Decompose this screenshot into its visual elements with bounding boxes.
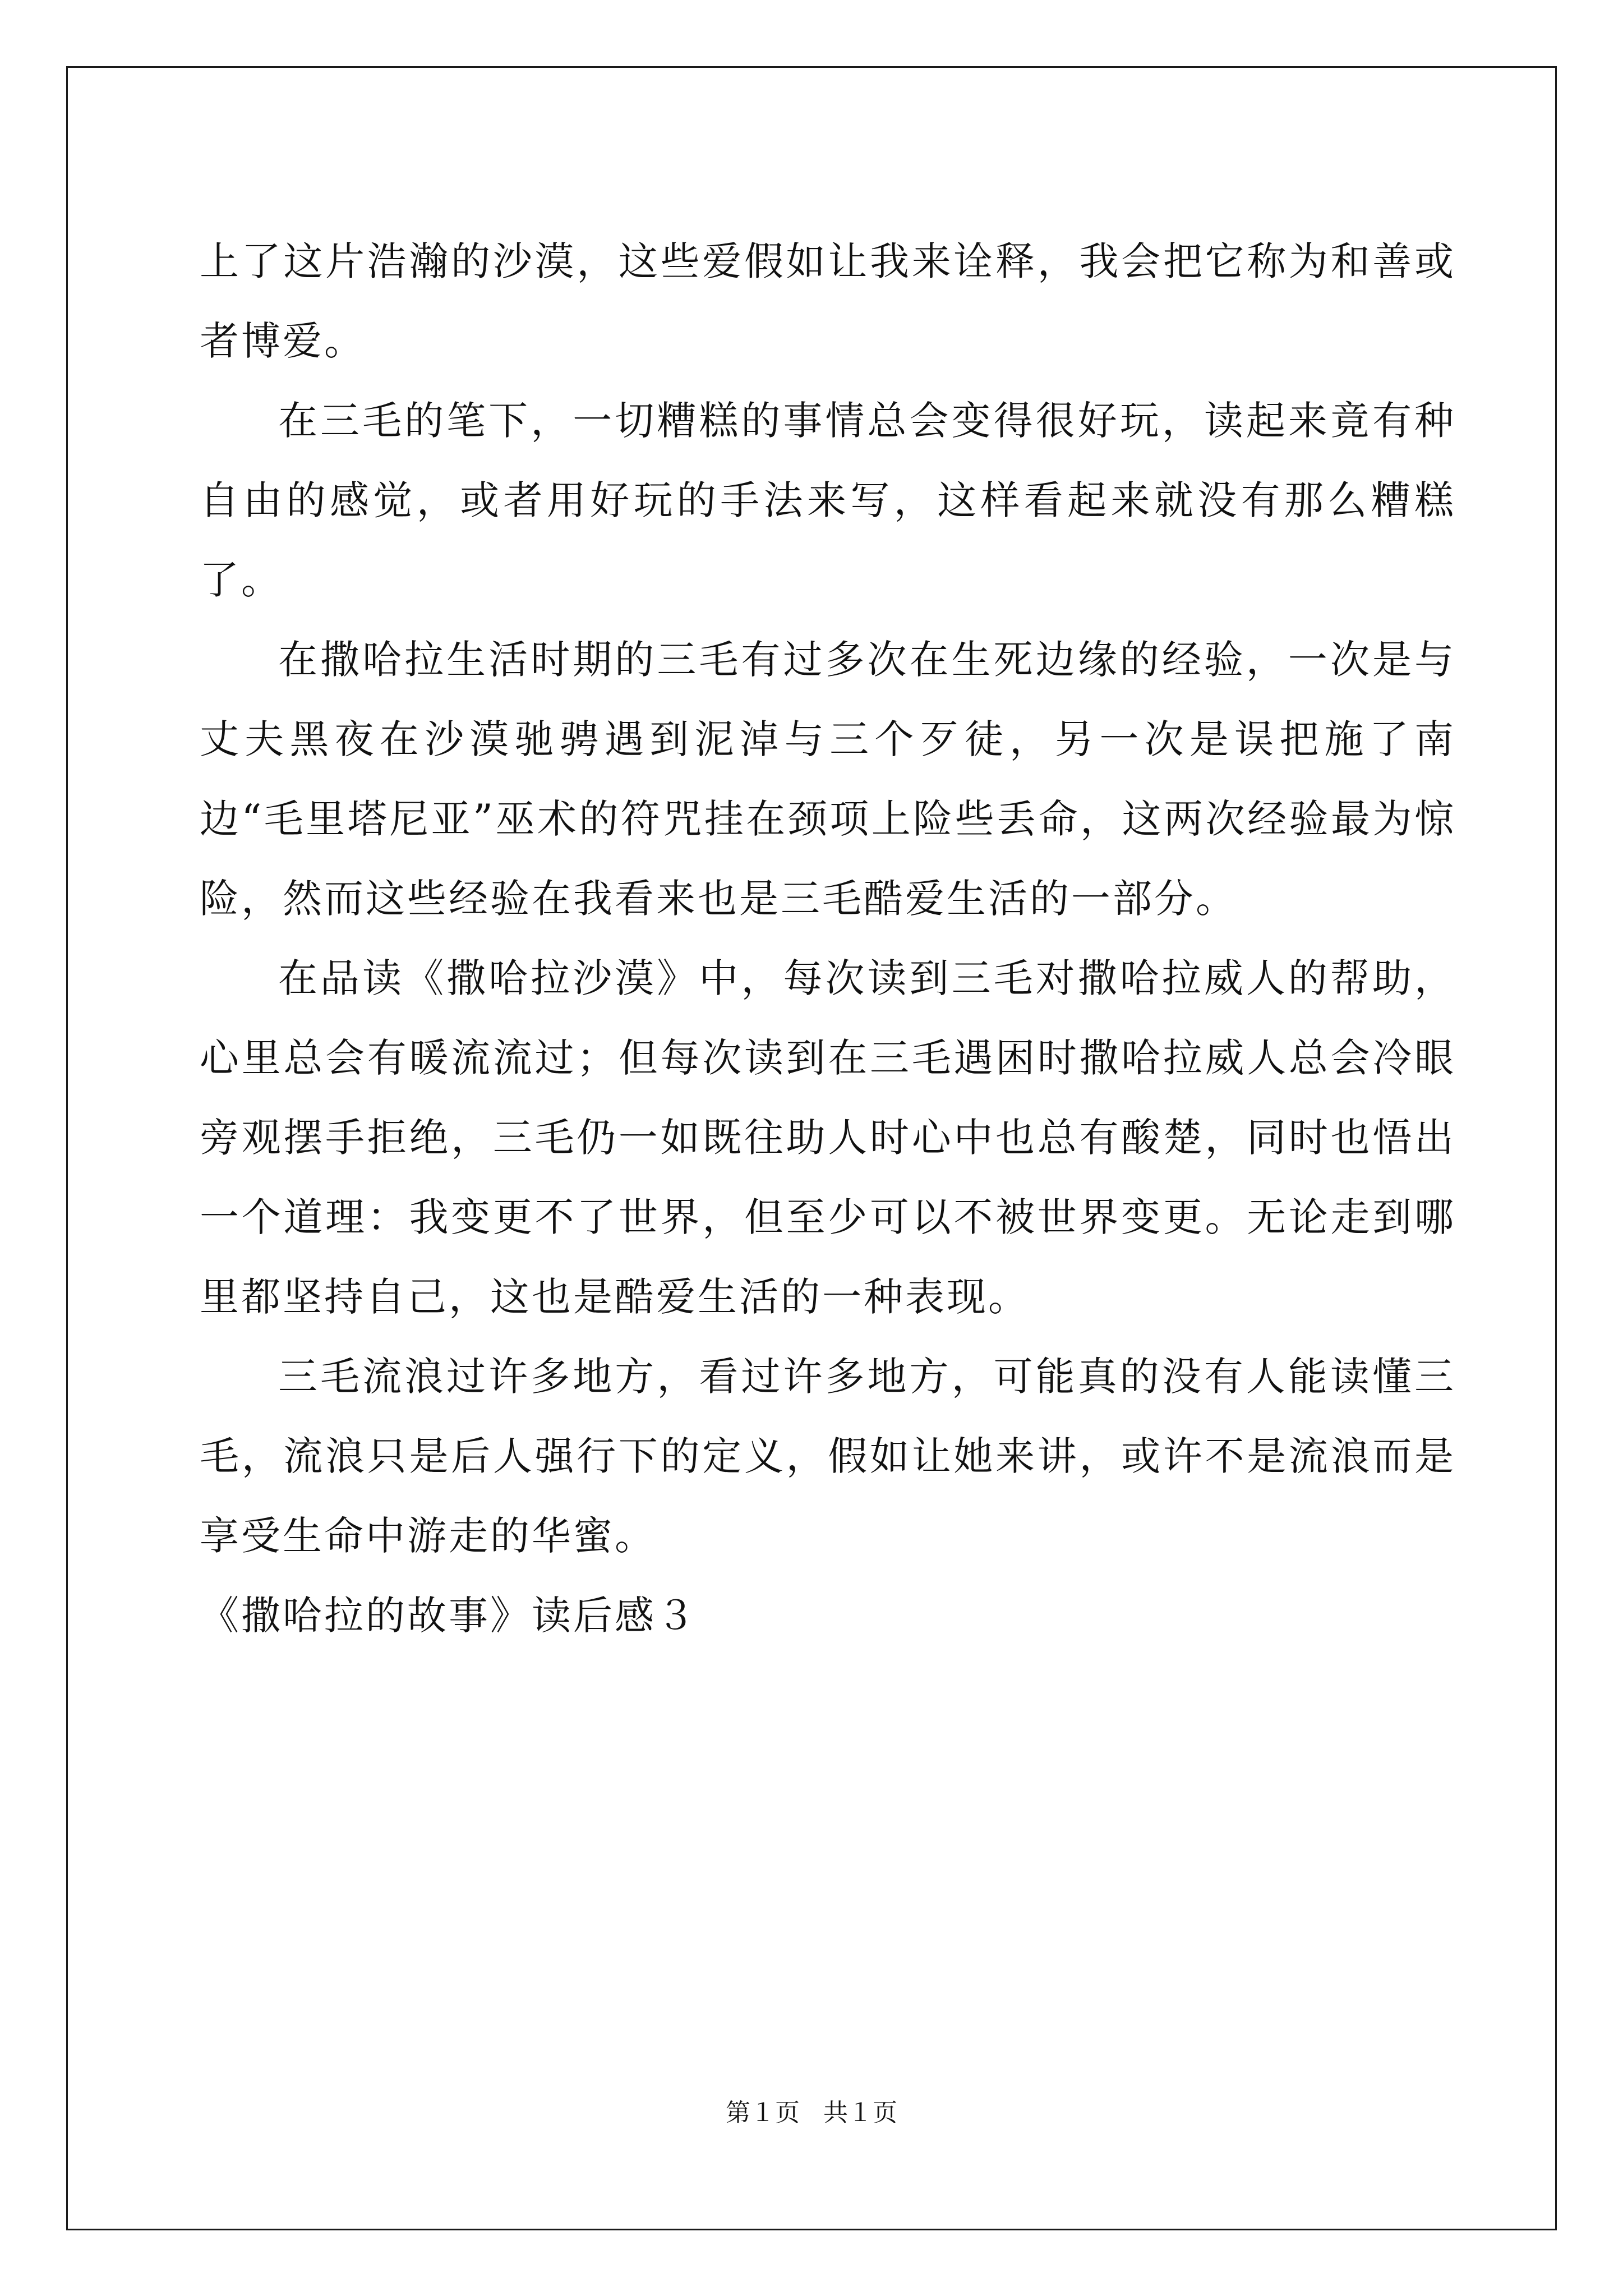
page-total: 共１页 [823, 2099, 897, 2127]
paragraph-3: 在撒哈拉生活时期的三毛有过多次在生死边缘的经验，一次是与丈夫黑夜在沙漠驰骋遇到泥淖与三个歹徒，另一次是误把施了南边“毛里塔尼亚”巫术的符咒挂在颈项上险些丢命，这两次经验最为惊险，然而这些经验在我看来也是三毛酷爱生活的一部分。 [200, 637, 1456, 922]
page-number: 第１页 [726, 2099, 800, 2127]
page-footer [0, 2092, 1623, 2128]
section-heading: 《撒哈拉的故事》读后感３ [200, 1593, 698, 1639]
document-body [200, 222, 1456, 1655]
paragraph-2: 在三毛的笔下，一切糟糕的事情总会变得很好玩，读起来竟有种自由的感觉，或者用好玩的手法来写，这样看起来就没有那么糟糕了。 [200, 398, 1456, 603]
paragraph-5: 三毛流浪过许多地方，看过许多地方，可能真的没有人能读懂三毛，流浪只是后人强行下的定义，假如让她来讲，或许不是流浪而是享受生命中游走的华蜜。 [200, 1354, 1456, 1559]
paragraph-4: 在品读《撒哈拉沙漠》中，每次读到三毛对撒哈拉威人的帮助，心里总会有暖流流过；但每次读到在三毛遇困时撒哈拉威人总会冷眼旁观摆手拒绝，三毛仍一如既往助人时心中也总有酸楚，同时也悟出一个道理：我变更不了世界，但至少可以不被世界变更。无论走到哪里都坚持自己，这也是酷爱生活的一种表现。 [200, 955, 1456, 1320]
paragraph-1: 上了这片浩瀚的沙漠，这些爱假如让我来诠释，我会把它称为和善或者博爱。 [200, 238, 1456, 364]
